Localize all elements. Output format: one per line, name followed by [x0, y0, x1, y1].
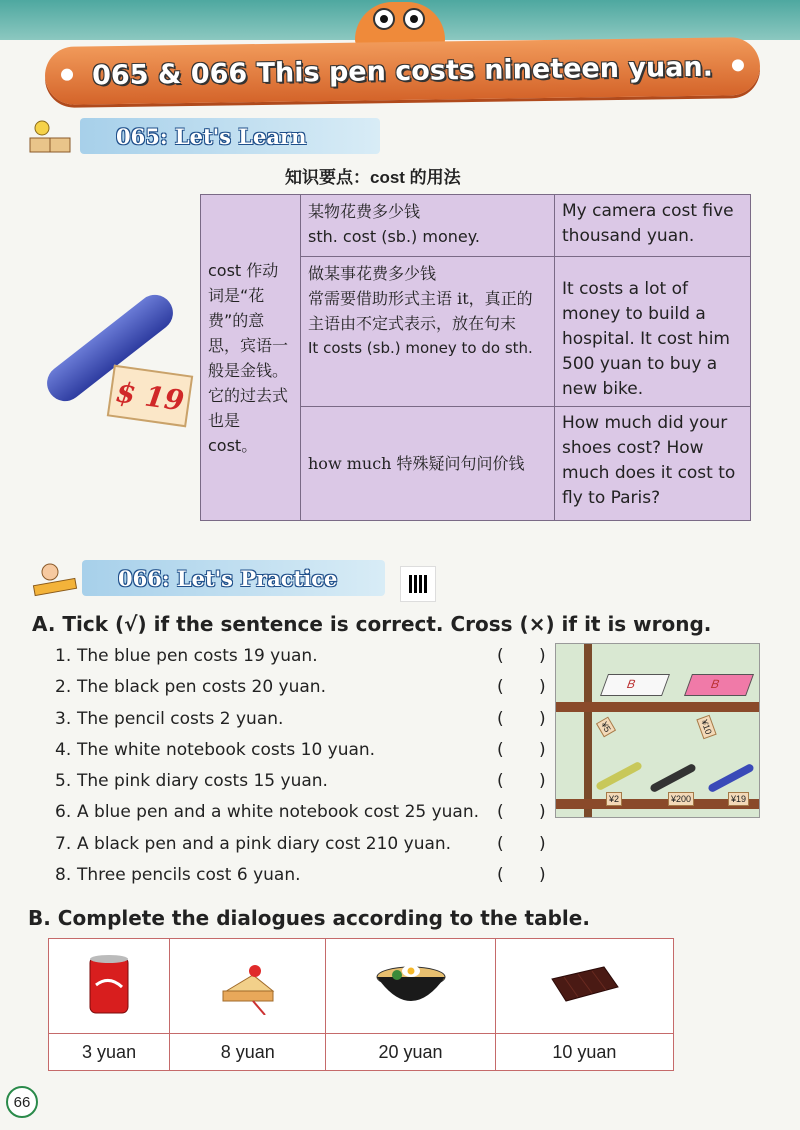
meaning-cell — [301, 257, 555, 407]
list-item — [55, 865, 555, 896]
table-row — [49, 1034, 674, 1071]
page-number — [6, 1086, 38, 1118]
price-tag-pencil: ¥2 — [606, 792, 622, 806]
price-tag — [107, 365, 193, 428]
question-text: The blue pen costs 19 yuan. — [77, 646, 318, 666]
meaning-line: how much 特殊疑问句问价钱 — [308, 454, 525, 473]
mascot-eye — [373, 8, 395, 30]
price-tag-notebook: ¥5 — [596, 717, 616, 738]
price-tag-black-pen: ¥200 — [668, 792, 694, 806]
noodle-bowl-icon — [373, 953, 449, 1015]
price-tag-text: $ 19 — [113, 374, 187, 418]
question-text: A blue pen and a white notebook cost 25 yuan. — [77, 802, 480, 823]
meaning-cell — [301, 195, 555, 257]
example-cell: It costs a lot of money to build a hospital. It cost him 500 yuan to buy a new bike. — [555, 257, 751, 407]
meaning-line: sth. cost (sb.) money. — [308, 227, 480, 246]
question-list — [55, 646, 555, 896]
list-item — [55, 677, 555, 708]
question-number: 7. — [55, 833, 72, 854]
price-cell: 8 yuan — [170, 1034, 326, 1071]
meaning-line: 某物花费多少钱 — [308, 202, 421, 221]
chocolate-icon — [544, 959, 624, 1009]
kid-pencil-icon — [30, 560, 80, 600]
question-number: 8. — [55, 865, 72, 886]
question-number: 5. — [55, 771, 72, 792]
question-number: 3. — [55, 708, 72, 729]
usage-note: cost 作动词是“花费”的意思，宾语一般是金钱。它的过去式也是 cost。 — [201, 195, 301, 521]
pink-diary-image — [684, 674, 754, 696]
list-item — [55, 771, 555, 802]
lets-practice-title: 066: Let's Practice — [118, 565, 338, 591]
shelf-picture — [555, 643, 760, 818]
shelf-board — [556, 702, 760, 712]
table-cell — [49, 939, 170, 1034]
page-number-text: 66 — [13, 1093, 31, 1111]
meaning-line: It costs (sb.) money to do sth. — [308, 339, 533, 357]
question-text: The black pen costs 20 yuan. — [77, 677, 326, 698]
meaning-cell — [301, 407, 555, 521]
price-table — [48, 938, 674, 1071]
price-cell: 20 yuan — [326, 1034, 495, 1071]
lets-learn-banner — [80, 118, 380, 154]
table-cell — [170, 939, 326, 1034]
price-cell: 10 yuan — [495, 1034, 673, 1071]
price-tag-blue-pen: ¥19 — [728, 792, 749, 806]
shelf-post — [584, 644, 592, 818]
pen-illustration — [25, 290, 195, 450]
meaning-line: 常需要借助形式主语 it，真正的主语由不定式表示，放在句末 — [308, 289, 533, 333]
list-item — [55, 834, 555, 865]
question-text: Three pencils cost 6 yuan. — [77, 865, 301, 886]
example-cell: My camera cost five thousand yuan. — [555, 195, 751, 257]
book-lamp-icon — [26, 120, 76, 156]
lets-learn-title: 065: Let's Learn — [116, 123, 307, 149]
title-ribbon — [45, 37, 761, 105]
question-text: The white notebook costs 10 yuan. — [77, 739, 376, 760]
question-number: 1. — [55, 646, 72, 666]
ribbon-dot — [732, 59, 744, 71]
part-a-instruction: A. Tick (√) if the sentence is correct. Cross (×) if it is wrong. — [32, 612, 712, 636]
cake-icon — [213, 953, 283, 1015]
cost-usage-table — [200, 194, 751, 521]
book-letter: B — [708, 677, 722, 691]
book-letter: B — [624, 677, 638, 691]
blue-pen-image — [707, 763, 755, 794]
question-number: 4. — [55, 739, 72, 760]
lets-practice-banner — [82, 560, 385, 596]
table-row — [49, 939, 674, 1034]
table-cell — [326, 939, 495, 1034]
white-notebook-image — [600, 674, 670, 696]
table-cell — [495, 939, 673, 1034]
question-number: 6. — [55, 802, 72, 823]
black-pen-image — [649, 763, 697, 794]
ribbon-dot — [61, 69, 73, 81]
list-item — [55, 740, 555, 771]
list-item — [55, 709, 555, 740]
example-cell: How much did your shoes cost? How much does it cost to fly to Paris? — [555, 407, 751, 521]
key-points-title: 知识要点：cost 的用法 — [285, 168, 461, 187]
list-item — [55, 802, 555, 833]
qr-code[interactable] — [400, 566, 436, 602]
question-text: The pencil costs 2 yuan. — [77, 708, 284, 729]
meaning-line: 做某事花费多少钱 — [308, 264, 437, 283]
price-tag-diary: ¥10 — [696, 715, 716, 740]
table-row — [201, 195, 751, 257]
pencil-image — [595, 761, 643, 792]
part-b-instruction: B. Complete the dialogues according to the table. — [28, 906, 590, 930]
list-item — [55, 646, 555, 677]
question-text: A black pen and a pink diary cost 210 yuan. — [77, 833, 452, 854]
price-cell: 3 yuan — [49, 1034, 170, 1071]
question-text: The pink diary costs 15 yuan. — [77, 771, 328, 792]
cola-can-icon — [86, 953, 132, 1015]
lesson-title: 065 & 066 This pen costs nineteen yuan. — [91, 51, 714, 91]
mascot-eye — [403, 8, 425, 30]
question-number: 2. — [55, 677, 72, 698]
